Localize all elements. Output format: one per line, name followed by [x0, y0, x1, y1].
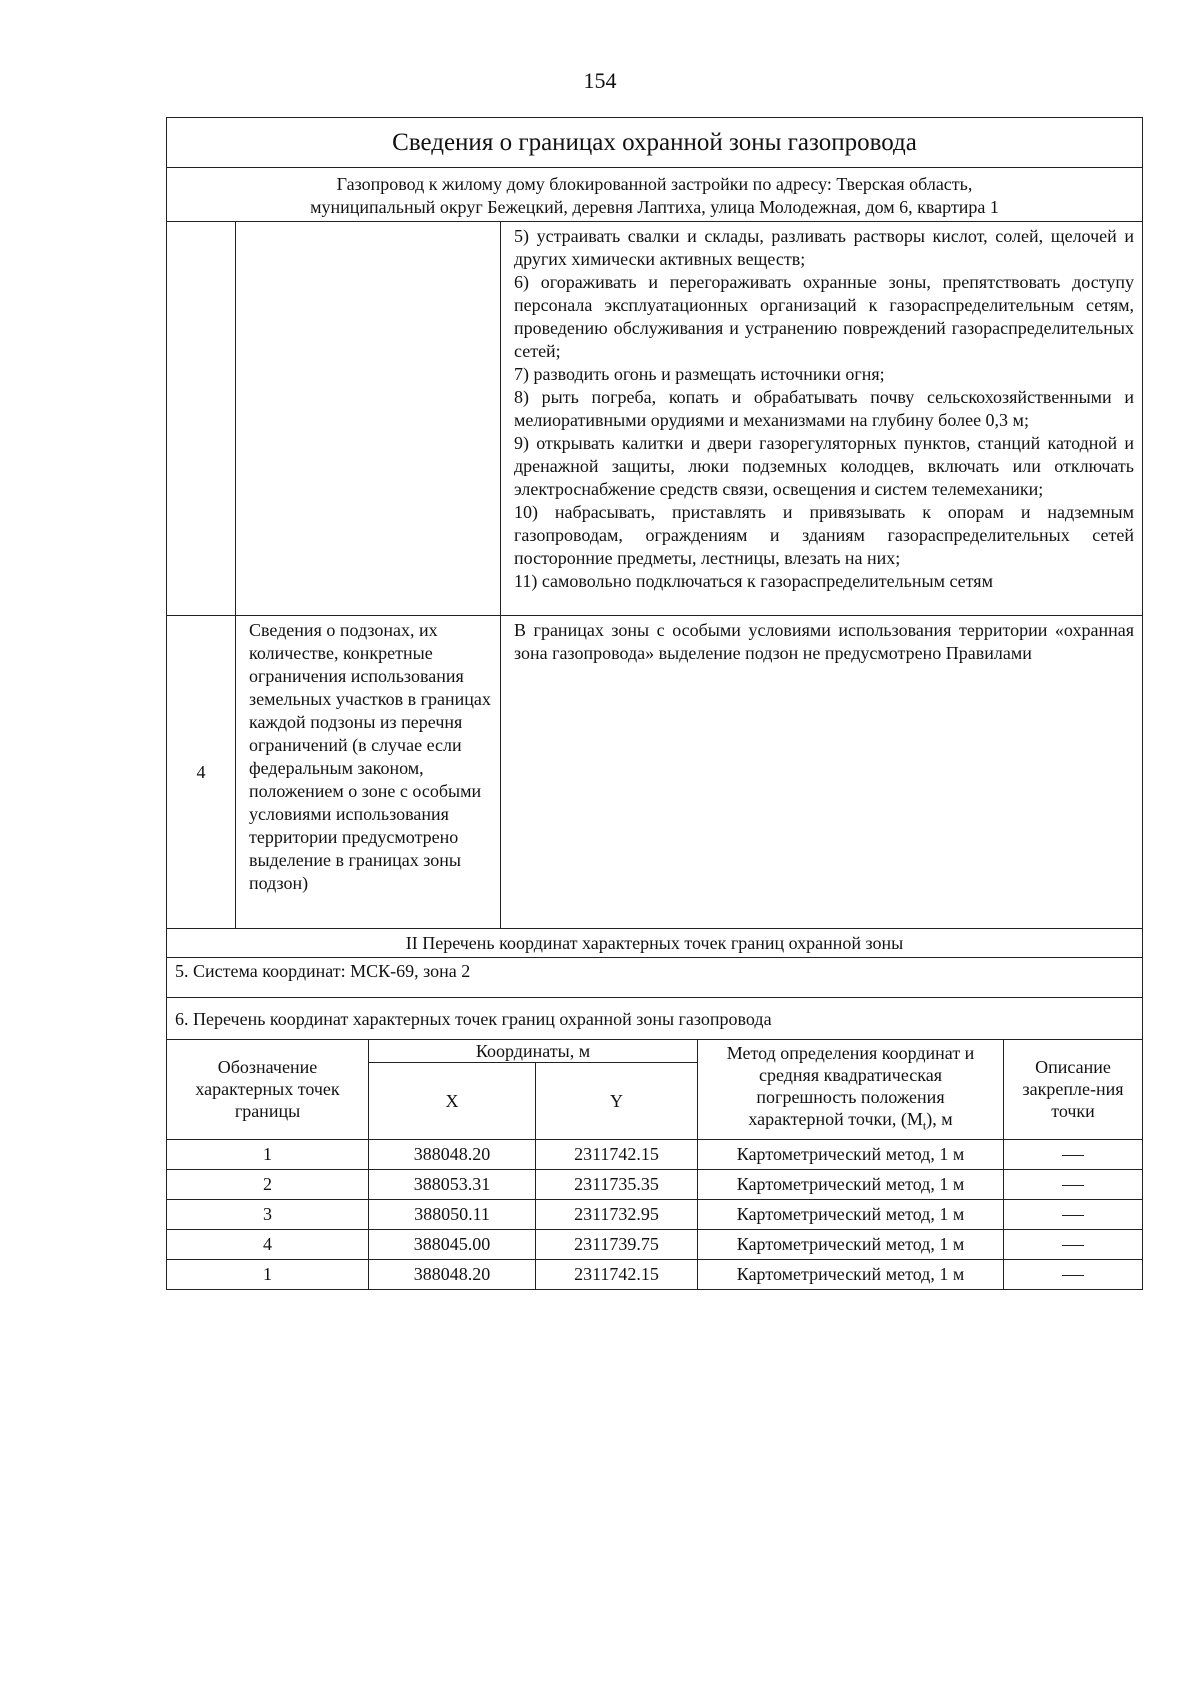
object-description [167, 168, 1142, 222]
header-method: Метод определения координат и средняя квадратическая погрешность положения характерной точки, $(M_t)$, м [698, 1040, 1004, 1140]
table-row [167, 1139, 1143, 1169]
cell-y: 2311742.15 [536, 1139, 698, 1169]
header-y: Y [536, 1063, 698, 1140]
table-row [167, 1259, 1143, 1289]
header-description: Описание закрепле-ния точки [1004, 1040, 1143, 1140]
document-title: Сведения о границах охранной зоны газопровода [167, 117, 1142, 168]
header-x: X [369, 1063, 536, 1140]
cell-method: Картометрический метод, 1 м [698, 1169, 1004, 1199]
row-name [236, 222, 501, 615]
header-point: Обозначение характерных точек границы [167, 1040, 369, 1140]
cell-y: 2311739.75 [536, 1229, 698, 1259]
cell-x: 388050.11 [369, 1199, 536, 1229]
coordinate-system: 5. Система координат: МСК-69, зона 2 [167, 958, 1142, 998]
page-number: 154 [583, 68, 617, 93]
cell-point: 3 [167, 1199, 369, 1229]
table-header-row [167, 1040, 1143, 1063]
cell-method: Картометрический метод, 1 м [698, 1139, 1004, 1169]
restriction-item: 10) набрасывать, приставлять и привязывать к опорам и надземным газопроводам, ограждениям и зданиям газораспределительных сетей посторонние предметы, лестницы, влезать на них; [514, 502, 1134, 568]
cell-description [1004, 1229, 1143, 1259]
dash-mark [1062, 1275, 1084, 1276]
coordinate-list-title: 6. Перечень координат характерных точек границ охранной зоны газопровода [175, 1009, 772, 1029]
row-name: Сведения о подзонах, их количестве, конкретные ограничения использования земельных участков в границах каждой подзоны из перечня ограничений (в случае если федеральным законом, положением о зоне с особыми условиями использования территории предусмотрено выделение в границах зоны подзон) [236, 616, 501, 928]
cell-y: 2311732.95 [536, 1199, 698, 1229]
cell-description [1004, 1259, 1143, 1289]
cell-point: 4 [167, 1229, 369, 1259]
header-coords: Координаты, м [369, 1040, 698, 1063]
dash-mark [1062, 1245, 1084, 1246]
restriction-item: 6) огораживать и перегораживать охранные зоны, препятствовать доступу персонала эксплуатационных организаций к газораспределительным сетям, проведению обслуживания и устранению повреждений газораспределительных сетей; [514, 272, 1134, 361]
row-number [167, 222, 236, 615]
restrictions-row [167, 222, 1142, 616]
subzones-row [167, 616, 1142, 929]
coordinates-table [166, 1039, 1143, 1290]
table-row [167, 1229, 1143, 1259]
dash-mark [1062, 1215, 1084, 1216]
table-row [167, 1199, 1143, 1229]
cell-x: 388053.31 [369, 1169, 536, 1199]
cell-x: 388045.00 [369, 1229, 536, 1259]
cell-y: 2311735.35 [536, 1169, 698, 1199]
restriction-item: 7) разводить огонь и размещать источники огня; [514, 364, 885, 384]
cell-method: Картометрический метод, 1 м [698, 1229, 1004, 1259]
cell-point: 2 [167, 1169, 369, 1199]
restriction-item: 5) устраивать свалки и склады, разливать растворы кислот, солей, щелочей и других химически активных веществ; [514, 226, 1134, 269]
row-description: В границах зоны с особыми условиями использования территории «охранная зона газопровода» выделение подзон не предусмотрено Правилами [514, 620, 1134, 663]
cell-point: 1 [167, 1139, 369, 1169]
cell-method: Картометрический метод, 1 м [698, 1259, 1004, 1289]
dash-mark [1062, 1185, 1084, 1186]
section-heading: II Перечень координат характерных точек границ охранной зоны [167, 929, 1142, 958]
restrictions-list [501, 222, 1142, 615]
zone-info-form [166, 117, 1143, 1290]
cell-description [1004, 1199, 1143, 1229]
cell-point: 1 [167, 1259, 369, 1289]
cell-y: 2311742.15 [536, 1259, 698, 1289]
cell-x: 388048.20 [369, 1259, 536, 1289]
restriction-item: 8) рыть погреба, копать и обрабатывать почву сельскохозяйственными и мелиоративными орудиями и механизмами на глубину более 0,3 м; [514, 387, 1134, 430]
row-number: 4 [167, 616, 236, 928]
restriction-item: 9) открывать калитки и двери газорегуляторных пунктов, станций катодной и дренажной защиты, люки подземных колодцев, включать или отключать электроснабжение средств связи, освещения и систем телемеханики; [514, 433, 1134, 499]
cell-description [1004, 1169, 1143, 1199]
cell-method: Картометрический метод, 1 м [698, 1199, 1004, 1229]
object-line-2: муниципальный округ Бежецкий, деревня Лаптиха, улица Молодежная, дом 6, квартира 1 [310, 197, 999, 217]
table-row [167, 1169, 1143, 1199]
restriction-item: 11) самовольно подключаться к газораспределительным сетям [514, 571, 993, 591]
object-line-1: Газопровод к жилому дому блокированной застройки по адресу: Тверская область, [336, 174, 973, 194]
dash-mark [1062, 1155, 1084, 1156]
cell-description [1004, 1139, 1143, 1169]
cell-x: 388048.20 [369, 1139, 536, 1169]
